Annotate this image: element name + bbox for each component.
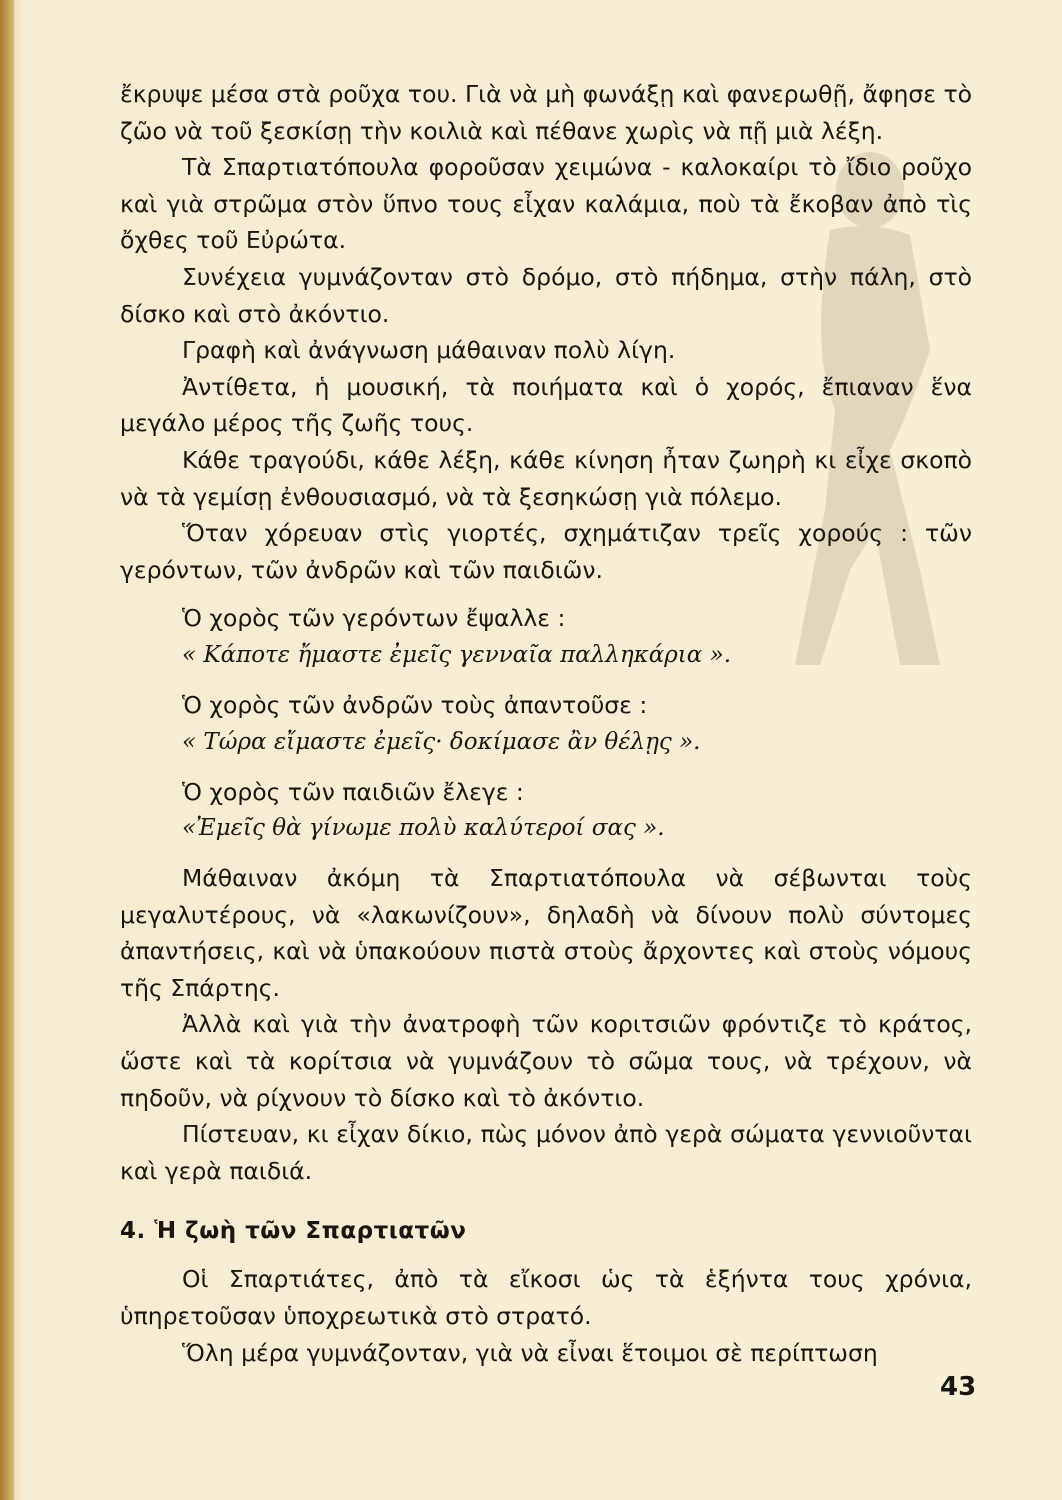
paragraph: Πίστευαν, κι εἶχαν δίκιο, πὼς μόνον ἀπὸ γερὰ σώματα γεννιοῦνται καὶ γερὰ παιδιά. [120, 1120, 972, 1185]
chorus-intro: Ὁ χορὸς τῶν ἀνδρῶν τοὺς ἀπαντοῦσε : [182, 690, 648, 719]
chorus-quote: « Τώρα εἴμαστε ἐμεῖς· δοκίμασε ἂν θέλῃς ». [182, 728, 701, 755]
section-heading: 4. Ἡ ζωὴ τῶν Σπαρτιατῶν [120, 1218, 467, 1245]
chorus-quote: «Ἐμεῖς θὰ γίνωμε πολὺ καλύτεροί σας ». [182, 815, 665, 842]
paragraph: Ἀλλὰ καὶ γιὰ τὴν ἀνατροφὴ τῶν κοριτσιῶν φρόντιζε τὸ κράτος, ὥστε καὶ τὰ κορίτσια νὰ γυμνάζουν τὸ σῶμα τους, νὰ τρέχουν, νὰ πηδοῦν, νὰ ρίχνουν τὸ δίσκο καὶ τὸ ἀκόντιο. [120, 1010, 972, 1112]
paragraph: Ὅλη μέρα γυμνάζονταν, γιὰ νὰ εἶναι ἕτοιμοι σὲ περίπτωση [182, 1338, 878, 1367]
page-body [120, 76, 972, 1371]
paragraph: Ἀντίθετα, ἡ μουσική, τὰ ποιήματα καὶ ὁ χορός, ἔπιαναν ἕνα μεγάλο μέρος τῆς ζωῆς τους. [120, 372, 972, 438]
paragraph: Οἱ Σπαρτιάτες, ἀπὸ τὰ εἴκοσι ὡς τὰ ἑξήντα τους χρόνια, ὑπηρετοῦσαν ὑποχρεωτικὰ στὸ στρατό. [120, 1265, 972, 1331]
chorus-intro: Ὁ χορὸς τῶν γερόντων ἔψαλλε : [182, 604, 566, 633]
paragraph: Μάθαιναν ἀκόμη τὰ Σπαρτιατόπουλα νὰ σέβωνται τοὺς μεγαλυτέρους, νὰ «λακωνίζουν», δηλαδὴ νὰ δίνουν πολὺ σύντομες ἀπαντήσεις, καὶ νὰ ὑπακούουν πιστὰ στοὺς ἄρχοντες καὶ στοὺς νόμους τῆς Σπάρτης. [120, 864, 972, 1002]
chorus-intro: Ὁ χορὸς τῶν παιδιῶν ἔλεγε : [182, 777, 524, 806]
paragraph: Συνέχεια γυμνάζονταν στὸ δρόμο, στὸ πήδημα, στὴν πάλη, στὸ δίσκο καὶ στὸ ἀκόντιο. [120, 262, 972, 328]
paragraph: Ὅταν χόρευαν στὶς γιορτές, σχημάτιζαν τρεῖς χορούς : τῶν γερόντων, τῶν ἀνδρῶν καὶ τῶν παιδιῶν. [120, 519, 972, 584]
page-number: 43 [940, 1372, 977, 1402]
paragraph: Γραφὴ καὶ ἀνάγνωση μάθαιναν πολὺ λίγη. [182, 336, 676, 365]
paragraph: ἔκρυψε μέσα στὰ ροῦχα του. Γιὰ νὰ μὴ φωνάξῃ καὶ φανερωθῇ, ἄφησε τὸ ζῶο νὰ τοῦ ξεσκίσῃ τὴν κοιλιὰ καὶ πέθανε χωρὶς νὰ πῇ μιὰ λέξη. [120, 80, 972, 145]
paragraph: Κάθε τραγούδι, κάθε λέξη, κάθε κίνηση ἦταν ζωηρὴ κι εἶχε σκοπὸ νὰ τὰ γεμίσῃ ἐνθουσιασμό, νὰ τὰ ξεσηκώσῃ γιὰ πόλεμο. [120, 445, 972, 511]
paragraph: Τὰ Σπαρτιατόπουλα φοροῦσαν χειμώνα - καλοκαίρι τὸ ἴδιο ροῦχο καὶ γιὰ στρῶμα στὸν ὕπνο τους εἶχαν καλάμια, ποὺ τὰ ἔκοβαν ἀπὸ τὶς ὄχθες τοῦ Εὐρώτα. [120, 153, 972, 255]
chorus-quote: « Κάποτε ἤμαστε ἐμεῖς γενναῖα παλληκάρια ». [182, 641, 732, 668]
book-spine-edge [0, 0, 14, 1500]
